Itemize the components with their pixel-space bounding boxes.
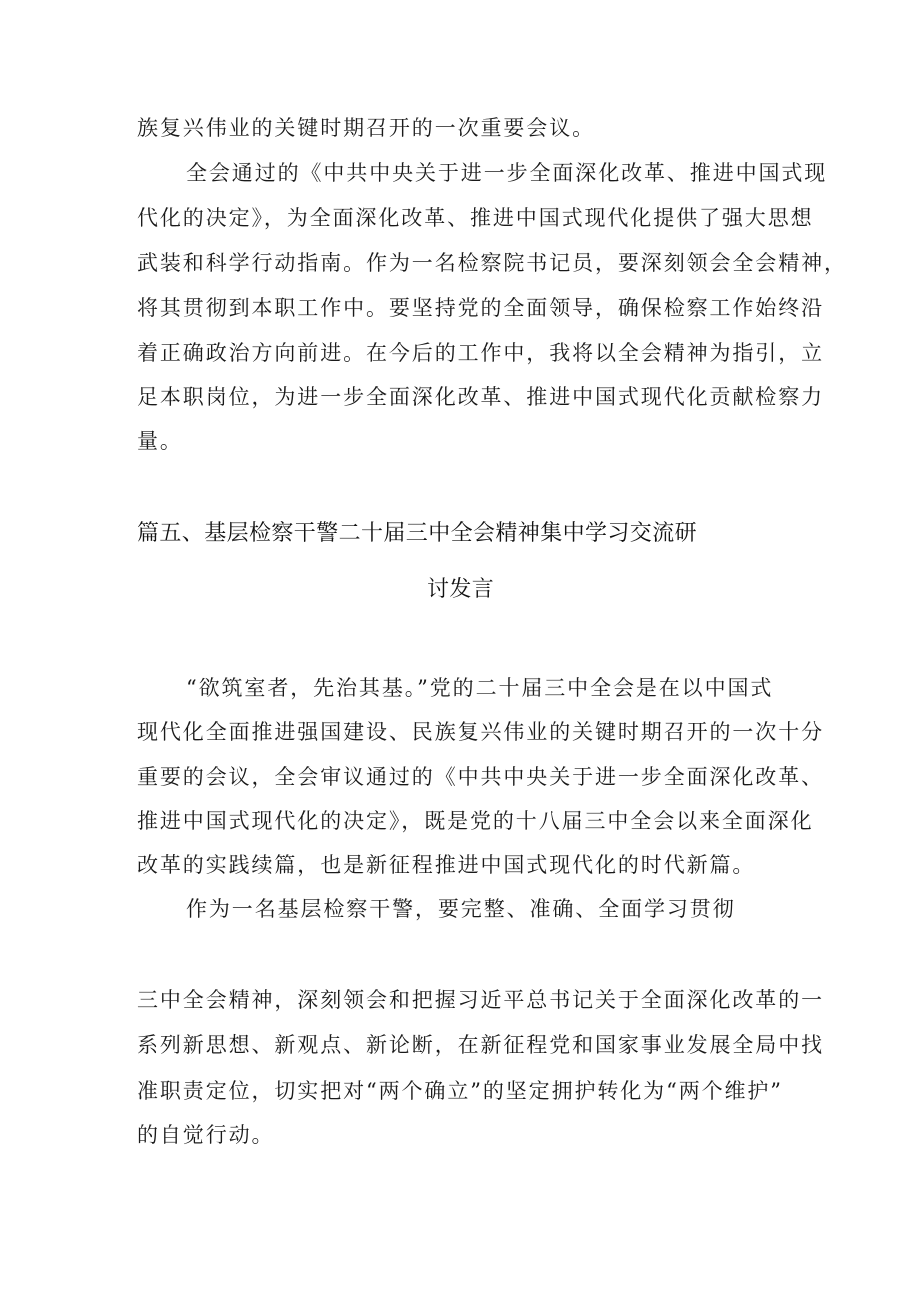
text-line: 量。 bbox=[137, 429, 183, 453]
text-line: 三中全会精神，深刻领会和把握习近平总书记关于全面深化改革的一 bbox=[137, 988, 824, 1012]
text-line: “欲筑室者，先治其基。”党的二十届三中全会是在以中国式 bbox=[186, 676, 774, 700]
text-line: 作为一名基层检察干警，要完整、准确、全面学习贯彻 bbox=[186, 897, 736, 921]
section-heading: 篇五、基层检察干警二十届三中全会精神集中学习交流研 bbox=[137, 521, 698, 546]
text-line: 准职责定位，切实把对“两个确立”的坚定拥护转化为“两个维护” bbox=[137, 1079, 783, 1103]
text-line: 系列新思想、新观点、新论断，在新征程党和国家事业发展全局中找 bbox=[137, 1033, 824, 1057]
text-line: 将其贯彻到本职工作中。要坚持党的全面领导，确保检察工作始终沿 bbox=[137, 296, 824, 320]
text-line: 现代化全面推进强国建设、民族复兴伟业的关键时期召开的一次十分 bbox=[137, 720, 824, 744]
text-line: 族复兴伟业的关键时期召开的一次重要会议。 bbox=[137, 116, 595, 140]
text-line: 推进中国式现代化的决定》，既是党的十八届三中全会以来全面深化 bbox=[137, 809, 814, 833]
text-line: 代化的决定》，为全面深化改革、推进中国式现代化提供了强大思想 bbox=[137, 206, 814, 230]
text-line: 武装和科学行动指南。作为一名检察院书记员，要深刻领会全会精神， bbox=[137, 251, 847, 275]
text-line: 的自觉行动。 bbox=[137, 1123, 275, 1147]
text-line: 重要的会议，全会审议通过的《中共中央关于进一步全面深化改革、 bbox=[137, 765, 824, 789]
text-line: 足本职岗位，为进一步全面深化改革、推进中国式现代化贡献检察力 bbox=[137, 385, 824, 409]
text-line: 着正确政治方向前进。在今后的工作中，我将以全会精神为指引，立 bbox=[137, 341, 824, 365]
text-line: 改革的实践续篇，也是新征程推进中国式现代化的时代新篇。 bbox=[137, 853, 756, 877]
text-line: 全会通过的《中共中央关于进一步全面深化改革、推进中国式现 bbox=[186, 161, 828, 185]
section-heading-continuation: 讨发言 bbox=[427, 577, 495, 602]
